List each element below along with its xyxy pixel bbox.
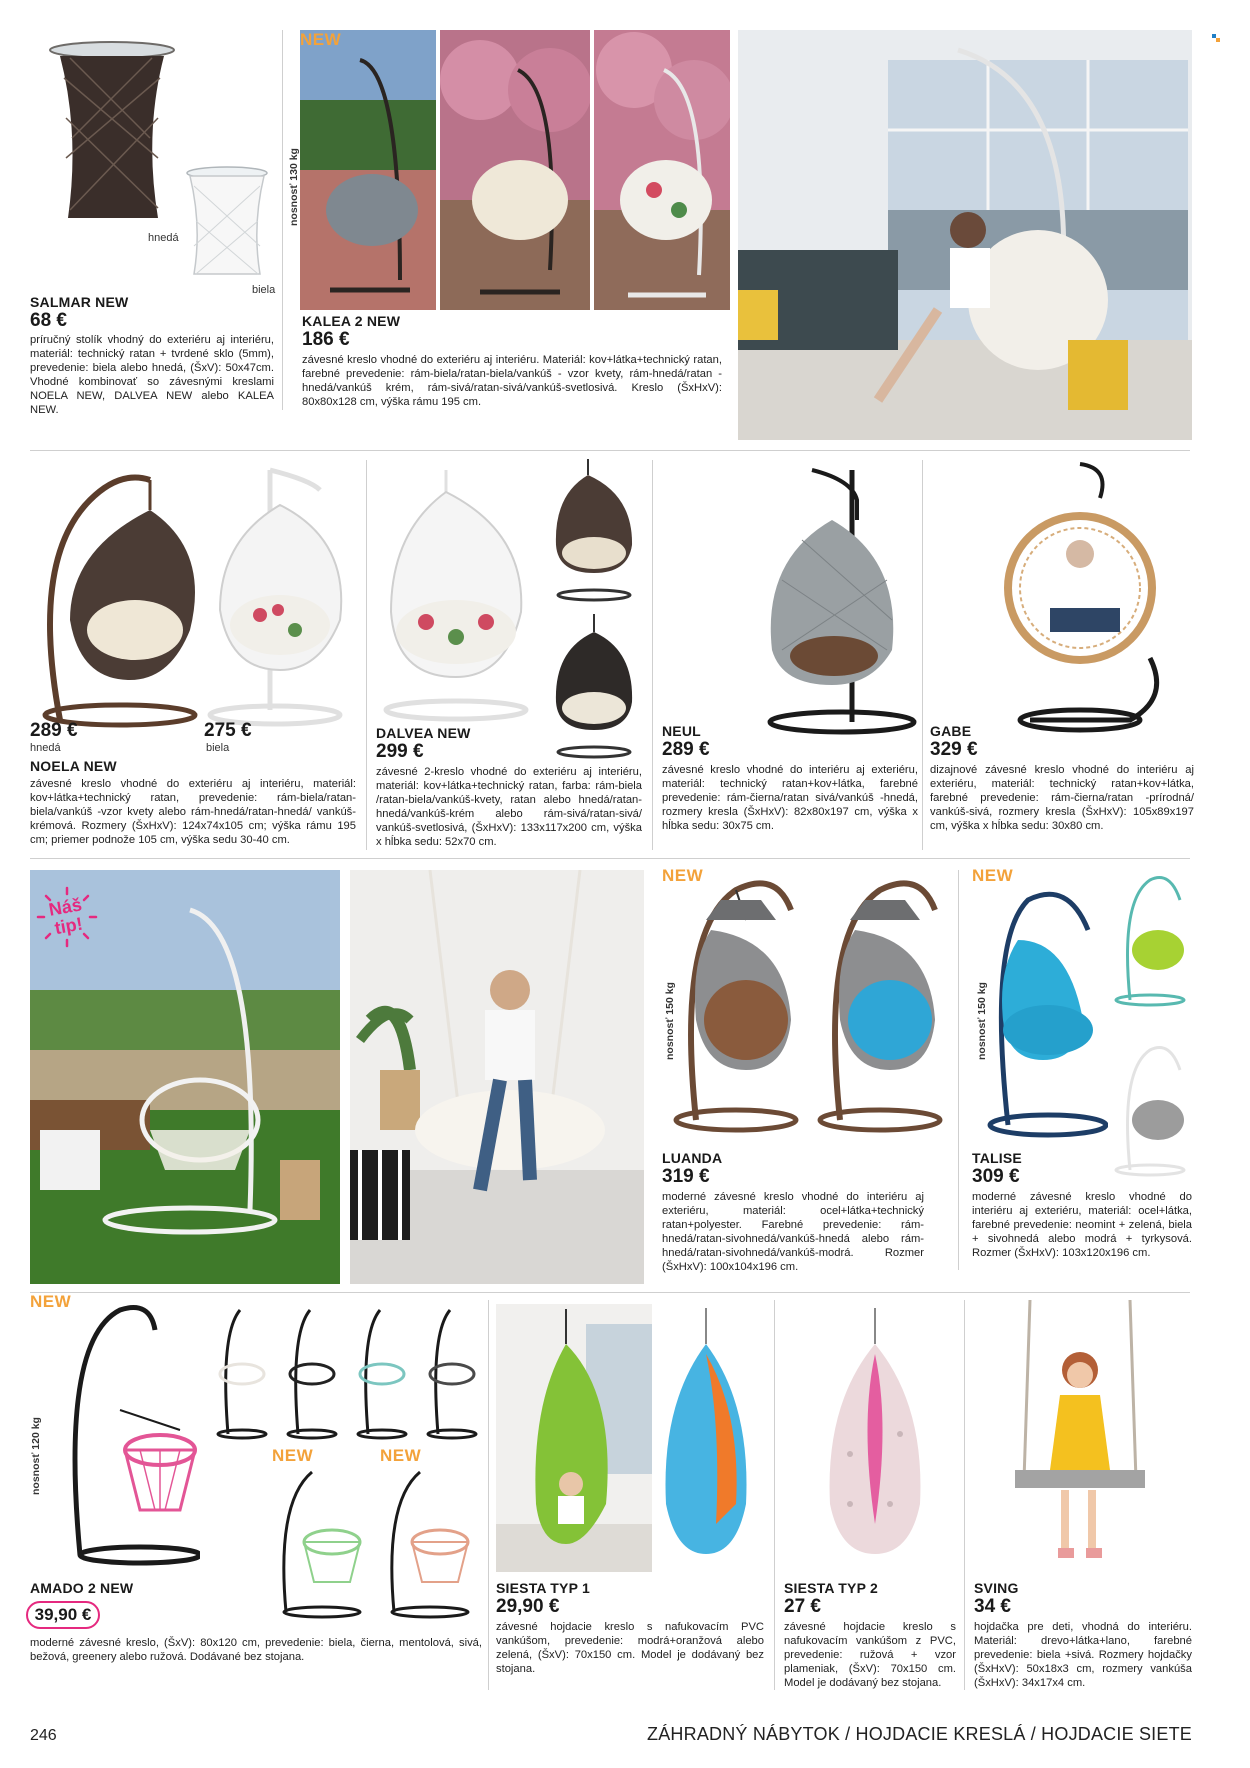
noela-name: NOELA NEW	[30, 758, 117, 774]
divider	[964, 1300, 965, 1690]
siesta2-name: SIESTA TYP 2	[784, 1580, 878, 1596]
siesta2-image	[820, 1304, 930, 1572]
amado-name: AMADO 2 NEW	[30, 1580, 134, 1596]
talise-load-capacity: nosnosť 150 kg	[976, 982, 988, 1060]
divider	[30, 858, 1190, 859]
kalea-new-tag: NEW	[300, 30, 342, 49]
dalvea-gray-image	[548, 610, 640, 760]
talise-price: 309 €	[972, 1166, 1020, 1187]
divider	[282, 30, 283, 410]
divider	[488, 1300, 489, 1690]
divider	[774, 1300, 775, 1690]
amado-variants-image	[206, 1304, 480, 1444]
kalea-load-capacity: nosnosť 130 kg	[288, 148, 300, 226]
divider	[958, 870, 959, 1270]
noela-price-brown: 289 €	[30, 720, 78, 741]
amado-beige-image	[380, 1462, 480, 1622]
dalvea-price: 299 €	[376, 741, 424, 762]
noela-brown-image	[30, 460, 200, 728]
sving-description: hojdačka pre deti, vhodná do interiéru. Materiál: drevo+látka+lano, farebné prevedenie: biela +sivá. Rozmery hojdačky (ŠxHxV): 50x18x3 cm, rozmery vankúša (ŠxHxV): 34x17x4 cm.	[974, 1621, 1192, 1689]
amado-description: moderné závesné kreslo, (ŠxV): 80x120 cm, prevedenie: biela, čierna, mentolová, sivá, bežová, greenery alebo ružová. Dodávané bez stojana.	[30, 1637, 482, 1663]
luanda-name: LUANDA	[662, 1150, 723, 1166]
salmar-price: 68 €	[30, 310, 67, 331]
divider	[652, 460, 653, 850]
gabe-image	[1000, 458, 1160, 736]
amado-pink-image	[60, 1300, 200, 1568]
kalea-price: 186 €	[302, 329, 350, 350]
our-tip-badge-text: Náš tip!	[47, 894, 85, 939]
kalea-white-photo	[440, 30, 590, 310]
dalvea-white-image	[376, 462, 540, 724]
neul-image	[742, 460, 922, 736]
noela-white-image	[200, 460, 358, 728]
noela-price-white: 275 €	[204, 720, 252, 741]
kalea-name: KALEA 2 NEW	[302, 313, 401, 329]
gabe-description: dizajnové závesné kreslo vhodné do interiéru aj exteriéru, materiál: technický ratan+kov+látka, farebné prevedenie: rám-čierna/ratan -prírodná/ vankúš-sivá, rozmery kresla (ŠxHxV): 105x89x197 cm, výška x hĺbka sedu: 30x80 cm.	[930, 764, 1194, 832]
siesta1-name: SIESTA TYP 1	[496, 1580, 590, 1596]
luanda-brown-image	[666, 870, 806, 1134]
siesta2-price: 27 €	[784, 1596, 821, 1617]
kalea-description: závesné kreslo vhodné do exteriéru aj interiéru. Materiál: kov+látka+technický ratan, farebné prevedenie: rám-biela/ratan-biela/vankúš - vzor kvety, rám-hnedá/ratan -hnedá/vankúš krém, rám-sivá/ratan-sivá/vankúš-svetlosivá. Kreslo (ŠxHxV): 80x80x128 cm, výška rámu 195 cm.	[302, 354, 722, 408]
amado-beige-new-tag: NEW	[380, 1446, 422, 1465]
talise-blue-image	[968, 880, 1108, 1138]
gabe-price: 329 €	[930, 739, 978, 760]
corner-mark-icon	[1212, 34, 1220, 42]
dalvea-brown-image	[548, 455, 640, 603]
siesta1-photo	[496, 1304, 652, 1572]
siesta1-price: 29,90 €	[496, 1596, 560, 1617]
page-category: ZÁHRADNÝ NÁBYTOK / HOJDACIE KRESLÁ / HOJDACIE SIETE	[647, 1724, 1192, 1744]
amado-load-capacity: nosnosť 120 kg	[30, 1417, 42, 1495]
noela-variant-brown: hnedá	[30, 742, 61, 754]
siesta2-description: závesné hojdacie kreslo s nafukovacím vankúšom z PVC, prevedenie: ružová + vzor plameniak, (ŠxV): 70x150 cm. Model je dodávaný bez stojana.	[784, 1621, 956, 1689]
amado-green-image	[272, 1462, 372, 1622]
talise-name: TALISE	[972, 1150, 1022, 1166]
indoor-macrame-photo	[350, 870, 644, 1284]
siesta1-blue-image	[656, 1304, 756, 1572]
noela-description: závesné kreslo vhodné do exteriéru aj interiéru, materiál: kov+látka+technický ratan, prevedenie: rám-biela/ratan-biela/vankúš -vzor kvety alebo rám-hnedá/ratan-hnedá/ vankúš-krémová. Rozmery (ŠxHxV): 124x74x105 cm; výška rámu 195 cm; priemer podnože 105 cm, výška sedu 30-40 cm.	[30, 778, 356, 846]
luanda-load-capacity: nosnosť 150 kg	[664, 982, 676, 1060]
neul-name: NEUL	[662, 723, 701, 739]
sving-name: SVING	[974, 1580, 1019, 1596]
lifestyle-interior-photo	[738, 30, 1192, 440]
salmar-table-image	[40, 38, 180, 228]
neul-description: závesné kreslo vhodné do interiéru aj exteriéru, materiál: technický ratan+kov+látka, farebné prevedenie: rám-čierna/ratan sivá/vankúš -hnedá, rozmery kresla (ŠxHxV): 82x80x197 cm, výška x hĺbka sedu: 30x75 cm.	[662, 764, 918, 832]
sving-price: 34 €	[974, 1596, 1011, 1617]
salmar-variant-white: biela	[252, 284, 276, 296]
salmar-description: príručný stolík vhodný do exteriéru aj interiéru, materiál: technický ratan + tvrdené sklo (5mm), prevedenie: biela alebo hnedá, (ŠxV): 50x47cm. Vhodné kombinovať so závesnými kreslami NOELA NEW, DALVEA NEW alebo KALEA NEW.	[30, 334, 274, 416]
dalvea-name: DALVEA NEW	[376, 725, 471, 741]
kalea-brown-photo	[300, 30, 436, 310]
gabe-name: GABE	[930, 723, 972, 739]
divider	[922, 460, 923, 850]
salmar-name: SALMAR NEW	[30, 294, 129, 310]
salmar-variant-brown: hnedá	[148, 232, 179, 244]
divider	[30, 1292, 1190, 1293]
noela-variant-white: biela	[206, 742, 230, 754]
our-tip-badge	[36, 886, 98, 948]
amado-price: 39,90 €	[26, 1601, 100, 1629]
talise-new-tag: NEW	[972, 866, 1014, 885]
siesta1-description: závesné hojdacie kreslo s nafukovacím PVC vankúšom, prevedenie: modrá+oranžová alebo zelená, (ŠxV): 70x150 cm. Model je dodávaný bez stojana.	[496, 1621, 764, 1675]
neul-price: 289 €	[662, 739, 710, 760]
amado-new-tag: NEW	[30, 1292, 72, 1311]
page-number: 246	[30, 1727, 57, 1744]
luanda-price: 319 €	[662, 1166, 710, 1187]
dalvea-description: závesné 2-kreslo vhodné do exteriéru aj interiéru, materiál: kov+látka+technický ratan, farba: rám-biela /ratan-biela/vankúš-kvety, ratan alebo hnedá/ratan-hnedá/vankúš-krém alebo rám-sivá/ratan-sivá/ vankúš-svetlosivá, (ŠxHxV): 133x117x200 cm, výška x hĺbka sedu: 52x70 cm.	[376, 766, 642, 848]
kalea-flower-photo	[594, 30, 730, 310]
salmar-table-white-image	[184, 166, 270, 280]
divider	[30, 450, 1190, 451]
luanda-description: moderné závesné kreslo vhodné do interiéru aj exteriéru, materiál: ocel+látka+technický ratan+polyester. Farebné prevedenie: rám-hnedá/ratan-sivohnedá/vankúš-hnedá alebo rám-hnedá/ratan-sivohnedá/vankúš-modrá. Rozmer (ŠxHxV): 100x104x196 cm.	[662, 1191, 924, 1273]
sving-image	[1010, 1300, 1150, 1570]
talise-description: moderné závesné kreslo vhodné do interiéru aj exteriéru, materiál: ocel+látka, farebné prevedenie: neomint + zelená, biela + sivohnedá alebo modrá + tyrkysová. Rozmer (ŠxHxV): 103x120x196 cm.	[972, 1191, 1192, 1259]
amado-green-new-tag: NEW	[272, 1446, 314, 1465]
talise-white-image	[1110, 1040, 1192, 1180]
luanda-blue-image	[810, 870, 950, 1134]
divider	[366, 460, 367, 850]
talise-green-image	[1110, 870, 1192, 1010]
luanda-new-tag: NEW	[662, 866, 704, 885]
